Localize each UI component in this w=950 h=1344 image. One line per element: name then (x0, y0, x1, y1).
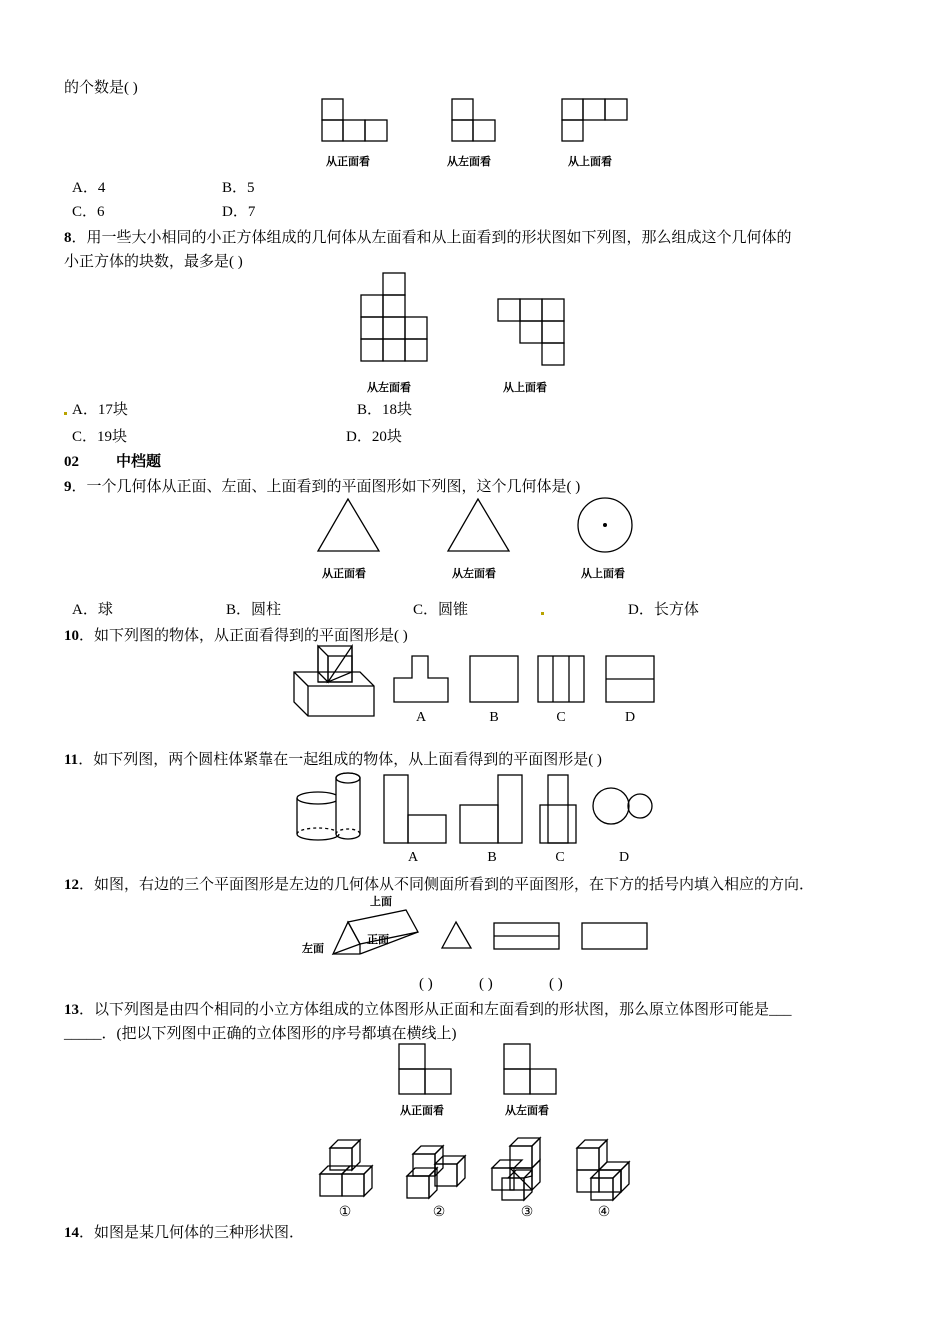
q12-blank-1[interactable]: ( ) (419, 976, 433, 992)
q9-caption-left: 从左面看 (452, 567, 496, 580)
q10-label-d: D (624, 710, 636, 725)
q12-stem (64, 875, 814, 895)
q8-option-b: B．18块 (357, 402, 413, 418)
q9-option-a: A．球 (72, 602, 113, 618)
q14-stem-text: ．如图是某几何体的三种形状图． (79, 1225, 305, 1241)
q11-two-cylinders-figure (296, 772, 366, 846)
q12-label-left: 左面 (302, 942, 324, 955)
q8-option-c: C．19块 (72, 429, 128, 445)
q8-option-d: D．20块 (346, 429, 402, 445)
q8-caption-left: 从左面看 (367, 381, 411, 394)
q11-label-b: B (487, 850, 497, 865)
q7-front-view-figure (322, 99, 392, 145)
q11-label-d: D (618, 850, 630, 865)
q13-stem-line1 (64, 1000, 792, 1020)
q13-front-view-figure (399, 1044, 457, 1098)
q7-stem-tail: 的个数是( ) (64, 80, 138, 96)
q8-option-a: A．17块 (72, 402, 128, 418)
q13-number-3: ③ (520, 1205, 534, 1220)
q12-view-triangle (441, 921, 475, 951)
q13-stem-text: ．以下列图是由四个相同的小立方体组成的立体图形从正面和左面看到的形状图，那么原立体图形可能是___ (79, 1002, 792, 1018)
scan-mark (541, 612, 544, 615)
section-title: 中档题 (116, 454, 162, 470)
q7-option-c: C．6 (72, 204, 105, 220)
q8-left-view-figure (361, 273, 431, 365)
q10-option-b-figure (470, 656, 520, 706)
q14-number: 14 (64, 1225, 79, 1241)
q8-stem-text: ．用一些大小相同的小正方体组成的几何体从左面看和从上面看到的形状图如下列图，那么组成这个几何体的 (71, 230, 792, 246)
q7-option-d: D．7 (222, 204, 256, 220)
q13-number: 13 (64, 1002, 79, 1018)
q10-option-c-figure (538, 656, 588, 706)
q10-stem (64, 626, 408, 646)
q11-option-b-figure (460, 775, 526, 847)
q11-number: 11 (64, 752, 79, 768)
q9-number: 9 (64, 479, 72, 495)
q12-view-rect-split (494, 923, 562, 951)
q12-blank-3[interactable]: ( ) (549, 976, 563, 992)
q9-left-triangle (447, 498, 513, 554)
q7-option-b: B．5 (222, 180, 255, 196)
q13-number-4: ④ (597, 1205, 611, 1220)
q12-number: 12 (64, 877, 79, 893)
q7-caption-top: 从上面看 (568, 155, 612, 168)
q8-top-view-figure (498, 299, 568, 369)
q7-left-view-figure (452, 99, 502, 145)
q13-solid-1 (320, 1140, 376, 1200)
q9-option-d: D．长方体 (628, 602, 699, 618)
q9-top-circle (577, 497, 635, 555)
q9-front-triangle (317, 498, 383, 554)
q13-solid-4 (577, 1140, 633, 1202)
q12-blank-2[interactable]: ( ) (479, 976, 493, 992)
q13-number-2: ② (432, 1205, 446, 1220)
q10-label-b: B (489, 710, 499, 725)
q9-stem (64, 477, 580, 497)
q13-left-view-figure (504, 1044, 562, 1098)
section-code: 02 (64, 454, 79, 470)
q12-stem-text: ．如图，右边的三个平面图形是左边的几何体从不同侧面所看到的平面图形，在下方的括号内填入相应的方向． (79, 877, 815, 893)
scan-mark (64, 412, 67, 415)
q11-label-c: C (555, 850, 565, 865)
q10-number: 10 (64, 628, 79, 644)
q13-number-1: ① (338, 1205, 352, 1220)
q8-caption-top: 从上面看 (503, 381, 547, 394)
q8-number: 8 (64, 230, 72, 246)
q11-label-a: A (407, 850, 419, 865)
q10-option-d-figure (606, 656, 656, 706)
q9-option-b: B．圆柱 (226, 602, 282, 618)
q8-stem-line2: 小正方体的块数，最多是( ) (64, 254, 243, 270)
q11-option-c-figure (540, 775, 580, 847)
q13-caption-left: 从左面看 (505, 1104, 549, 1117)
q14-stem (64, 1223, 304, 1243)
q11-option-d-figure (592, 787, 656, 829)
q9-stem-text: ．一个几何体从正面、左面、上面看到的平面图形如下列图，这个几何体是( ) (71, 479, 581, 495)
q10-solid-figure (294, 646, 378, 718)
q8-stem-line1 (64, 228, 792, 248)
q11-option-a-figure (384, 775, 450, 847)
q7-option-a: A．4 (72, 180, 106, 196)
q9-option-c: C．圆锥 (413, 602, 469, 618)
q12-label-front: 正面 (367, 933, 389, 946)
q12-view-rect (582, 923, 650, 951)
q13-stem-line2[interactable]: _____．(把以下列图中正确的立体图形的序号都填在横线上) (64, 1026, 457, 1042)
q7-top-view-figure (562, 99, 632, 145)
q10-option-a-figure (394, 656, 450, 706)
q11-stem (64, 750, 602, 770)
q9-caption-top: 从上面看 (581, 567, 625, 580)
q13-solid-2 (407, 1140, 467, 1202)
q10-label-c: C (556, 710, 566, 725)
q13-solid-3 (492, 1138, 552, 1202)
q10-label-a: A (415, 710, 427, 725)
q13-caption-front: 从正面看 (400, 1104, 444, 1117)
q7-caption-left: 从左面看 (447, 155, 491, 168)
q9-caption-front: 从正面看 (322, 567, 366, 580)
q11-stem-text: ．如下列图，两个圆柱体紧靠在一起组成的物体，从上面看得到的平面图形是( ) (78, 752, 602, 768)
q12-label-top: 上面 (370, 895, 392, 908)
q7-caption-front: 从正面看 (326, 155, 370, 168)
q10-stem-text: ．如下列图的物体，从正面看得到的平面图形是( ) (79, 628, 408, 644)
